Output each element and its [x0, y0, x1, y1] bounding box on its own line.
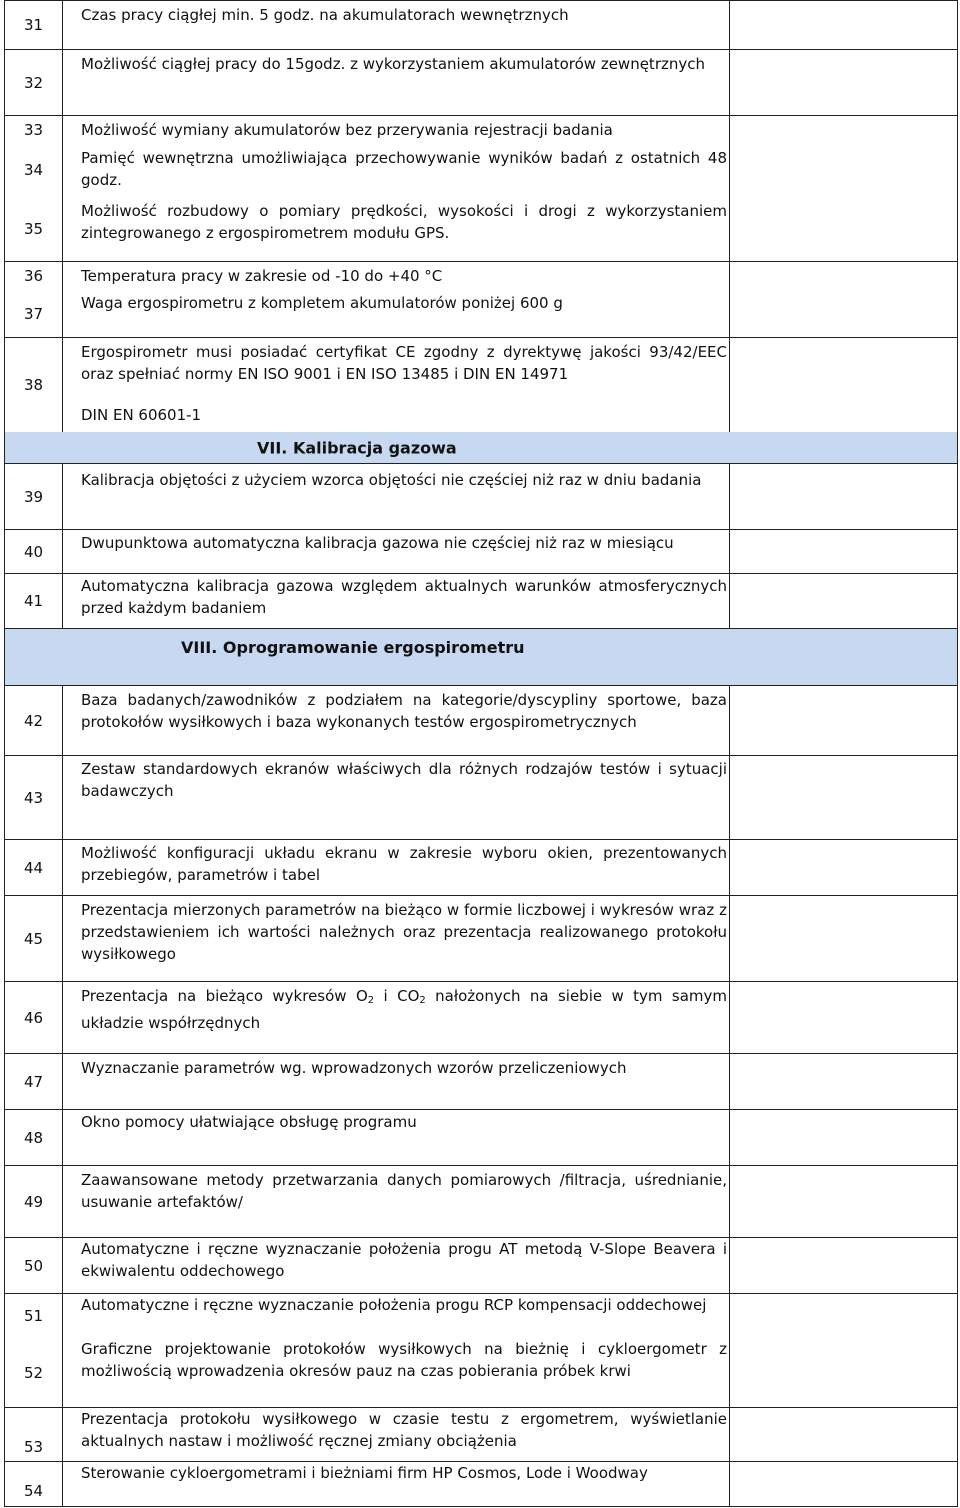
row-description	[62, 1238, 729, 1294]
value-cell[interactable]	[729, 1054, 958, 1110]
section-header-row	[4, 629, 958, 686]
row-description	[62, 116, 729, 144]
description-text: Wyznaczanie parametrów wg. wprowadzonych wzorów przeliczeniowych	[81, 1059, 627, 1077]
value-cell[interactable]	[729, 1, 958, 50]
section-header-row	[4, 432, 958, 464]
description-text: Możliwość wymiany akumulatorów bez przerywania rejestracji badania	[81, 121, 613, 139]
specification-table	[4, 0, 958, 1508]
table-row	[4, 1238, 958, 1294]
row-description	[62, 338, 729, 432]
row-number: 42	[4, 686, 62, 756]
value-cell[interactable]	[729, 338, 958, 432]
table-row	[4, 338, 958, 432]
value-cell[interactable]	[729, 686, 958, 756]
row-number: 40	[4, 530, 62, 574]
value-cell[interactable]	[729, 1338, 958, 1408]
description-text	[81, 985, 727, 1034]
text-part: Prezentacja na bieżąco wykresów O	[81, 987, 368, 1005]
description-text: Pamięć wewnętrzna umożliwiająca przechowywanie wyników badań z ostatnich 48 godz.	[81, 149, 727, 189]
table-row	[4, 1462, 958, 1507]
description-text: Zestaw standardowych ekranów właściwych dla różnych rodzajów testów i sytuacji badawczych	[81, 760, 727, 800]
row-description	[62, 1110, 729, 1166]
description-text: Graficzne projektowanie protokołów wysiłkowych na bieżnię i cykloergometr z możliwością wprowadzenia okresów pauz na czas pobierania próbek krwi	[81, 1340, 727, 1380]
value-cell[interactable]	[729, 116, 958, 144]
row-description	[62, 756, 729, 840]
value-cell[interactable]	[729, 896, 958, 982]
row-number: 38	[4, 338, 62, 432]
value-cell[interactable]	[729, 262, 958, 290]
row-description	[62, 686, 729, 756]
description-text: Możliwość ciągłej pracy do 15godz. z wykorzystaniem akumulatorów zewnętrznych	[81, 55, 705, 73]
table-row	[4, 1408, 958, 1462]
value-cell[interactable]	[729, 1110, 958, 1166]
row-description	[62, 1408, 729, 1462]
description-text: Sterowanie cykloergometrami i bieżniami firm HP Cosmos, Lode i Woodway	[81, 1464, 648, 1482]
description-text: Automatyczne i ręczne wyznaczanie położenia progu AT metodą V-Slope Beavera i ekwiwalentu oddechowego	[81, 1240, 727, 1280]
value-cell[interactable]	[729, 574, 958, 629]
description-text: Możliwość rozbudowy o pomiary prędkości, wysokości i drogi z wykorzystaniem zintegrowanego z ergospirometrem modułu GPS.	[81, 202, 727, 242]
text-part: nałożonych na siebie w tym samym układzie współrzędnych	[81, 987, 728, 1032]
row-number: 39	[4, 464, 62, 530]
description-text: Prezentacja protokołu wysiłkowego w czasie testu z ergometrem, wyświetlanie aktualnych nastaw i możliwość ręcznej zmiany obciążenia	[81, 1410, 727, 1450]
table-row	[4, 262, 958, 290]
table-row	[4, 1294, 958, 1338]
row-description	[62, 290, 729, 338]
description-text: Okno pomocy ułatwiające obsługę programu	[81, 1113, 417, 1131]
description-text: Baza badanych/zawodników z podziałem na kategorie/dyscypliny sportowe, baza protokołów wysiłkowych i baza wykonanych testów ergospirometrycznych	[81, 691, 727, 731]
row-description	[62, 50, 729, 116]
value-cell[interactable]	[729, 144, 958, 196]
table-row	[4, 144, 958, 196]
row-number: 32	[4, 50, 62, 116]
row-description	[62, 896, 729, 982]
row-description	[62, 530, 729, 574]
row-number: 51	[4, 1294, 62, 1338]
table-row	[4, 116, 958, 144]
row-number: 34	[4, 144, 62, 196]
row-description	[62, 1, 729, 50]
value-cell[interactable]	[729, 1462, 958, 1507]
row-description	[62, 840, 729, 896]
row-description	[62, 1338, 729, 1408]
table-row	[4, 574, 958, 629]
description-text: Dwupunktowa automatyczna kalibracja gazowa nie częściej niż raz w miesiącu	[81, 534, 674, 552]
table-row	[4, 840, 958, 896]
value-cell[interactable]	[729, 1238, 958, 1294]
description-text-continued: DIN EN 60601-1	[81, 406, 202, 424]
value-cell[interactable]	[729, 196, 958, 262]
row-description	[62, 1054, 729, 1110]
description-text: Ergospirometr musi posiadać certyfikat CE zgodny z dyrektywę jakości 93/42/EEC oraz spełniać normy EN ISO 9001 i EN ISO 13485 i DIN EN 14971	[81, 343, 727, 383]
row-number: 41	[4, 574, 62, 629]
value-cell[interactable]	[729, 530, 958, 574]
table-row	[4, 686, 958, 756]
table-row	[4, 464, 958, 530]
table-row	[4, 896, 958, 982]
table-row	[4, 0, 958, 50]
row-description	[62, 1462, 729, 1507]
table-row	[4, 1054, 958, 1110]
row-number: 44	[4, 840, 62, 896]
value-cell[interactable]	[729, 1294, 958, 1338]
table-row	[4, 196, 958, 262]
description-text: Automatyczne i ręczne wyznaczanie położenia progu RCP kompensacji oddechowej	[81, 1296, 707, 1314]
row-number: 33	[4, 116, 62, 144]
value-cell[interactable]	[729, 50, 958, 116]
text-part: i CO	[374, 987, 420, 1005]
row-number: 54	[4, 1462, 62, 1507]
row-number: 43	[4, 756, 62, 840]
row-number: 35	[4, 196, 62, 262]
value-cell[interactable]	[729, 982, 958, 1054]
table-row	[4, 530, 958, 574]
description-text: Możliwość konfiguracji układu ekranu w zakresie wyboru okien, prezentowanych przebiegów, parametrów i tabel	[81, 844, 727, 884]
row-number: 36	[4, 262, 62, 290]
table-row	[4, 756, 958, 840]
description-text: Temperatura pracy w zakresie od -10 do +40 °C	[81, 267, 443, 285]
row-number: 47	[4, 1054, 62, 1110]
section-title: VII. Kalibracja gazowa	[257, 438, 457, 457]
description-text: Prezentacja mierzonych parametrów na bieżąco w formie liczbowej i wykresów wraz z przedstawieniem ich wartości należnych oraz prezentacja realizowanego protokołu wysiłkowego	[81, 901, 727, 963]
table-row	[4, 982, 958, 1054]
row-number: 37	[4, 290, 62, 338]
description-text: Zaawansowane metody przetwarzania danych pomiarowych /filtracja, uśrednianie, usuwanie artefaktów/	[81, 1171, 727, 1211]
row-description	[62, 1294, 729, 1338]
row-number: 49	[4, 1166, 62, 1238]
row-number: 45	[4, 896, 62, 982]
row-number: 52	[4, 1338, 62, 1408]
row-description	[62, 574, 729, 629]
value-cell[interactable]	[729, 840, 958, 896]
description-text: Waga ergospirometru z kompletem akumulatorów poniżej 600 g	[81, 294, 563, 312]
section-header	[4, 629, 958, 686]
value-cell[interactable]	[729, 464, 958, 530]
table-row	[4, 290, 958, 338]
row-number: 48	[4, 1110, 62, 1166]
description-text: Czas pracy ciągłej min. 5 godz. na akumulatorach wewnętrznych	[81, 6, 569, 24]
row-description	[62, 196, 729, 262]
row-description	[62, 1166, 729, 1238]
row-description	[62, 982, 729, 1054]
subscript: 2	[419, 995, 426, 1006]
table-row	[4, 1338, 958, 1408]
section-header	[4, 432, 958, 464]
section-title: VIII. Oprogramowanie ergospirometru	[181, 638, 525, 657]
table-row	[4, 50, 958, 116]
row-number: 53	[4, 1408, 62, 1462]
row-number: 50	[4, 1238, 62, 1294]
row-description	[62, 464, 729, 530]
value-cell[interactable]	[729, 756, 958, 840]
table-row	[4, 1166, 958, 1238]
subscript: 2	[367, 995, 375, 1006]
row-description	[62, 262, 729, 290]
table-row	[4, 1110, 958, 1166]
row-description	[62, 144, 729, 196]
description-text: Automatyczna kalibracja gazowa względem aktualnych warunków atmosferycznych przed każdym badaniem	[81, 577, 727, 617]
row-number: 31	[4, 1, 62, 50]
description-text: Kalibracja objętości z użyciem wzorca objętości nie częściej niż raz w dniu badania	[81, 471, 702, 489]
value-cell[interactable]	[729, 290, 958, 338]
value-cell[interactable]	[729, 1166, 958, 1238]
row-number: 46	[4, 982, 62, 1054]
value-cell[interactable]	[729, 1408, 958, 1462]
